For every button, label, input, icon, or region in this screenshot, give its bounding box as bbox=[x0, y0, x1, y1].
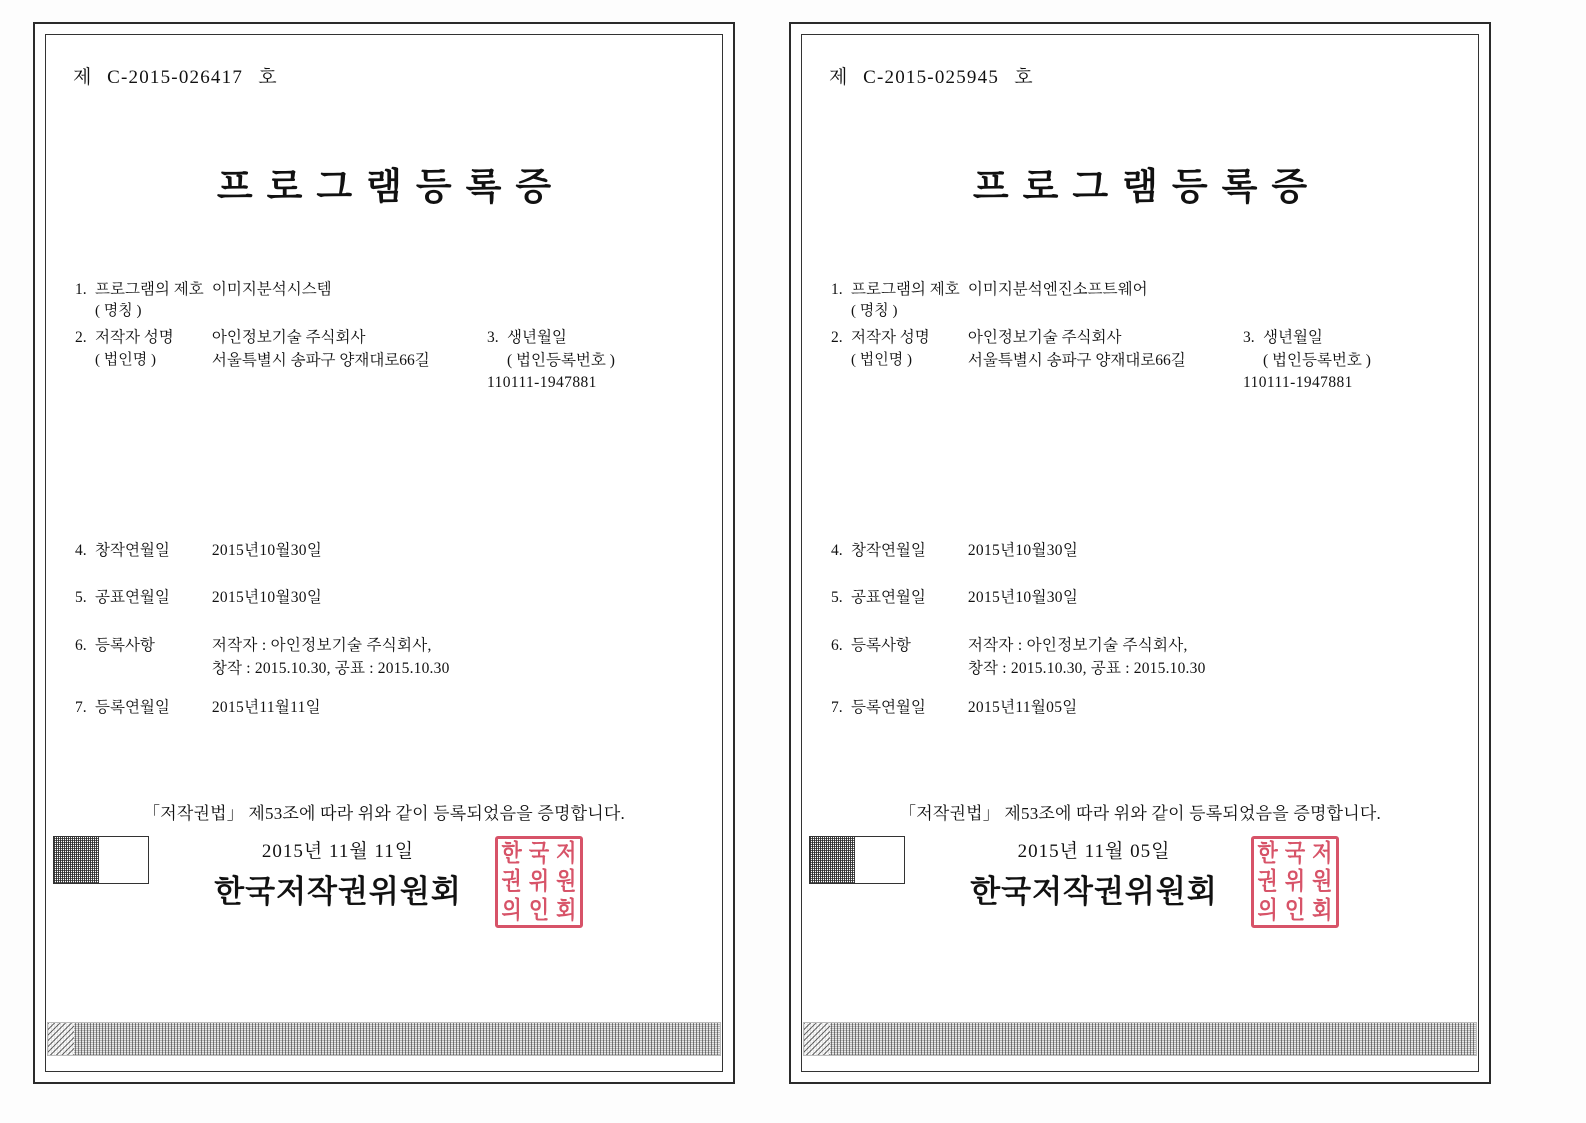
serial-suffix-label: 호 bbox=[1014, 67, 1034, 88]
field-value-group bbox=[968, 634, 1206, 681]
corporate-registration-number: 110111-1947881 bbox=[1243, 374, 1353, 392]
field-label-group bbox=[75, 634, 208, 657]
field-label-group bbox=[831, 634, 964, 657]
field-label: 창작연월일 bbox=[851, 542, 926, 559]
field-row-registration-details bbox=[831, 634, 1459, 681]
field-value: 이미지분석시스템 bbox=[211, 281, 332, 298]
field-label-group bbox=[75, 586, 208, 609]
serial-suffix-label: 호 bbox=[258, 67, 278, 88]
serial-number: C-2015-025945 bbox=[863, 67, 1000, 88]
field-value: 2015년10월30일 bbox=[211, 589, 323, 607]
field-value: 2015년10월30일 bbox=[967, 589, 1079, 607]
field-row-creation-date bbox=[75, 539, 703, 562]
security-strip bbox=[47, 1022, 721, 1056]
author-name: 아인정보기술 주식회사 bbox=[211, 329, 366, 347]
certificate-date-fields bbox=[75, 539, 703, 704]
registration-dates: 창작 : 2015.10.30, 공표 : 2015.10.30 bbox=[211, 659, 450, 677]
registration-author: 저작자 : 아인정보기술 주식회사, bbox=[211, 636, 432, 654]
corporate-registration-number: 110111-1947881 bbox=[487, 374, 597, 392]
certificate-registration-date-block bbox=[831, 696, 1459, 743]
field-row-birthdate bbox=[487, 327, 703, 394]
field-label: 프로그램의 제호 bbox=[95, 281, 204, 298]
field-label-group bbox=[831, 327, 964, 371]
serial-line bbox=[73, 62, 277, 89]
field-label-group bbox=[831, 279, 964, 323]
security-strip bbox=[803, 1022, 1477, 1056]
field-index: 3. bbox=[487, 329, 499, 347]
serial-line bbox=[829, 62, 1033, 89]
field-row-program-name bbox=[831, 279, 1459, 323]
author-address: 서울특별시 송파구 양재대로66길 bbox=[967, 351, 1186, 369]
field-index: 1. bbox=[75, 281, 87, 298]
field-label: 창작연월일 bbox=[95, 542, 170, 559]
certificate-title: 프로그램등록증 bbox=[972, 167, 1322, 208]
issuer-name: 한국저작권위원회 bbox=[214, 874, 462, 909]
field-row-program-name bbox=[75, 279, 703, 323]
field-sub-label: ( 명칭 ) bbox=[95, 303, 142, 320]
certificate-card bbox=[33, 22, 735, 1084]
field-row-creation-date bbox=[831, 539, 1459, 562]
issuer-name: 한국저작권위원회 bbox=[970, 874, 1218, 909]
registration-author: 저작자 : 아인정보기술 주식회사, bbox=[967, 636, 1188, 654]
field-label: 프로그램의 제호 bbox=[851, 281, 960, 298]
field-value: 2015년10월30일 bbox=[211, 542, 323, 559]
field-row-publication-date bbox=[831, 586, 1459, 609]
legal-statement: 「저작권법」 제53조에 따라 위와 같이 등록되었음을 증명합니다. bbox=[899, 804, 1381, 823]
field-label: 저작자 성명 bbox=[95, 329, 174, 347]
field-sub-label: ( 법인등록번호 ) bbox=[507, 351, 615, 369]
field-label: 생년월일 bbox=[1263, 329, 1323, 347]
field-sub-label: ( 법인명 ) bbox=[95, 351, 156, 368]
field-row-author bbox=[75, 327, 703, 392]
field-index: 6. bbox=[75, 636, 87, 654]
field-value: 2015년11월05일 bbox=[967, 699, 1078, 716]
security-strip-corner bbox=[48, 1023, 74, 1055]
field-label-group bbox=[831, 586, 964, 609]
field-label: 생년월일 bbox=[507, 329, 567, 347]
field-label-group bbox=[75, 539, 208, 562]
field-sub-label: ( 법인등록번호 ) bbox=[1263, 351, 1371, 369]
field-label: 저작자 성명 bbox=[851, 329, 930, 347]
field-row-registration-date bbox=[75, 696, 703, 719]
certificate-fields bbox=[831, 279, 1459, 392]
birthdate-label-group bbox=[1243, 327, 1373, 372]
certificate-footer bbox=[35, 836, 733, 956]
field-label: 등록사항 bbox=[851, 636, 911, 654]
official-seal-icon: 한 국 저 권 위 원 의 인 회 bbox=[1251, 836, 1339, 928]
field-label: 등록사항 bbox=[95, 636, 155, 654]
field-value: 2015년11월11일 bbox=[211, 699, 321, 716]
author-address: 서울특별시 송파구 양재대로66길 bbox=[211, 351, 430, 369]
registration-dates: 창작 : 2015.10.30, 공표 : 2015.10.30 bbox=[967, 659, 1206, 677]
certificate-body bbox=[791, 24, 1489, 1082]
field-index: 3. bbox=[1243, 329, 1255, 347]
field-sub-label: ( 명칭 ) bbox=[851, 303, 898, 320]
field-label: 등록연월일 bbox=[851, 699, 926, 716]
field-row-author bbox=[831, 327, 1459, 392]
field-index: 5. bbox=[831, 589, 843, 607]
certificate-registration-date-block bbox=[75, 696, 703, 743]
security-strip-corner bbox=[804, 1023, 830, 1055]
field-index: 4. bbox=[831, 542, 843, 559]
field-index: 7. bbox=[75, 699, 87, 716]
field-row-registration-date bbox=[831, 696, 1459, 719]
field-index: 6. bbox=[831, 636, 843, 654]
field-value-group bbox=[968, 327, 1186, 372]
official-seal-icon: 한 국 저 권 위 원 의 인 회 bbox=[495, 836, 583, 928]
field-value-group bbox=[212, 634, 450, 681]
author-name: 아인정보기술 주식회사 bbox=[967, 329, 1122, 347]
field-value-group bbox=[212, 327, 430, 372]
serial-number: C-2015-026417 bbox=[107, 67, 244, 88]
field-label: 공표연월일 bbox=[851, 589, 926, 607]
field-value: 이미지분석엔진소프트웨어 bbox=[967, 281, 1148, 298]
field-label-group bbox=[75, 327, 208, 371]
serial-prefix-label: 제 bbox=[829, 67, 848, 88]
field-label: 등록연월일 bbox=[95, 699, 170, 716]
field-index: 2. bbox=[75, 329, 87, 347]
field-label-group bbox=[831, 696, 964, 719]
field-label-group bbox=[75, 279, 208, 323]
field-label-group bbox=[831, 539, 964, 562]
certificate-footer bbox=[791, 836, 1489, 956]
legal-statement: 「저작권법」 제53조에 따라 위와 같이 등록되었음을 증명합니다. bbox=[143, 804, 625, 823]
serial-prefix-label: 제 bbox=[73, 67, 92, 88]
field-row-birthdate bbox=[1243, 327, 1459, 394]
field-row-registration-details bbox=[75, 634, 703, 681]
certificate-fields bbox=[75, 279, 703, 392]
field-index: 4. bbox=[75, 542, 87, 559]
field-sub-label: ( 법인명 ) bbox=[851, 351, 912, 368]
issue-date: 2015년 11월 05일 bbox=[1017, 841, 1171, 862]
certificate-date-fields bbox=[831, 539, 1459, 704]
field-value: 2015년10월30일 bbox=[967, 542, 1079, 559]
birthdate-label-group bbox=[487, 327, 617, 372]
issue-date: 2015년 11월 11일 bbox=[261, 841, 415, 862]
field-index: 7. bbox=[831, 699, 843, 716]
certificate-card bbox=[789, 22, 1491, 1084]
field-row-publication-date bbox=[75, 586, 703, 609]
certificate-body bbox=[35, 24, 733, 1082]
field-index: 5. bbox=[75, 589, 87, 607]
field-label: 공표연월일 bbox=[95, 589, 170, 607]
field-index: 2. bbox=[831, 329, 843, 347]
field-label-group bbox=[75, 696, 208, 719]
certificate-title: 프로그램등록증 bbox=[216, 167, 566, 208]
field-index: 1. bbox=[831, 281, 843, 298]
